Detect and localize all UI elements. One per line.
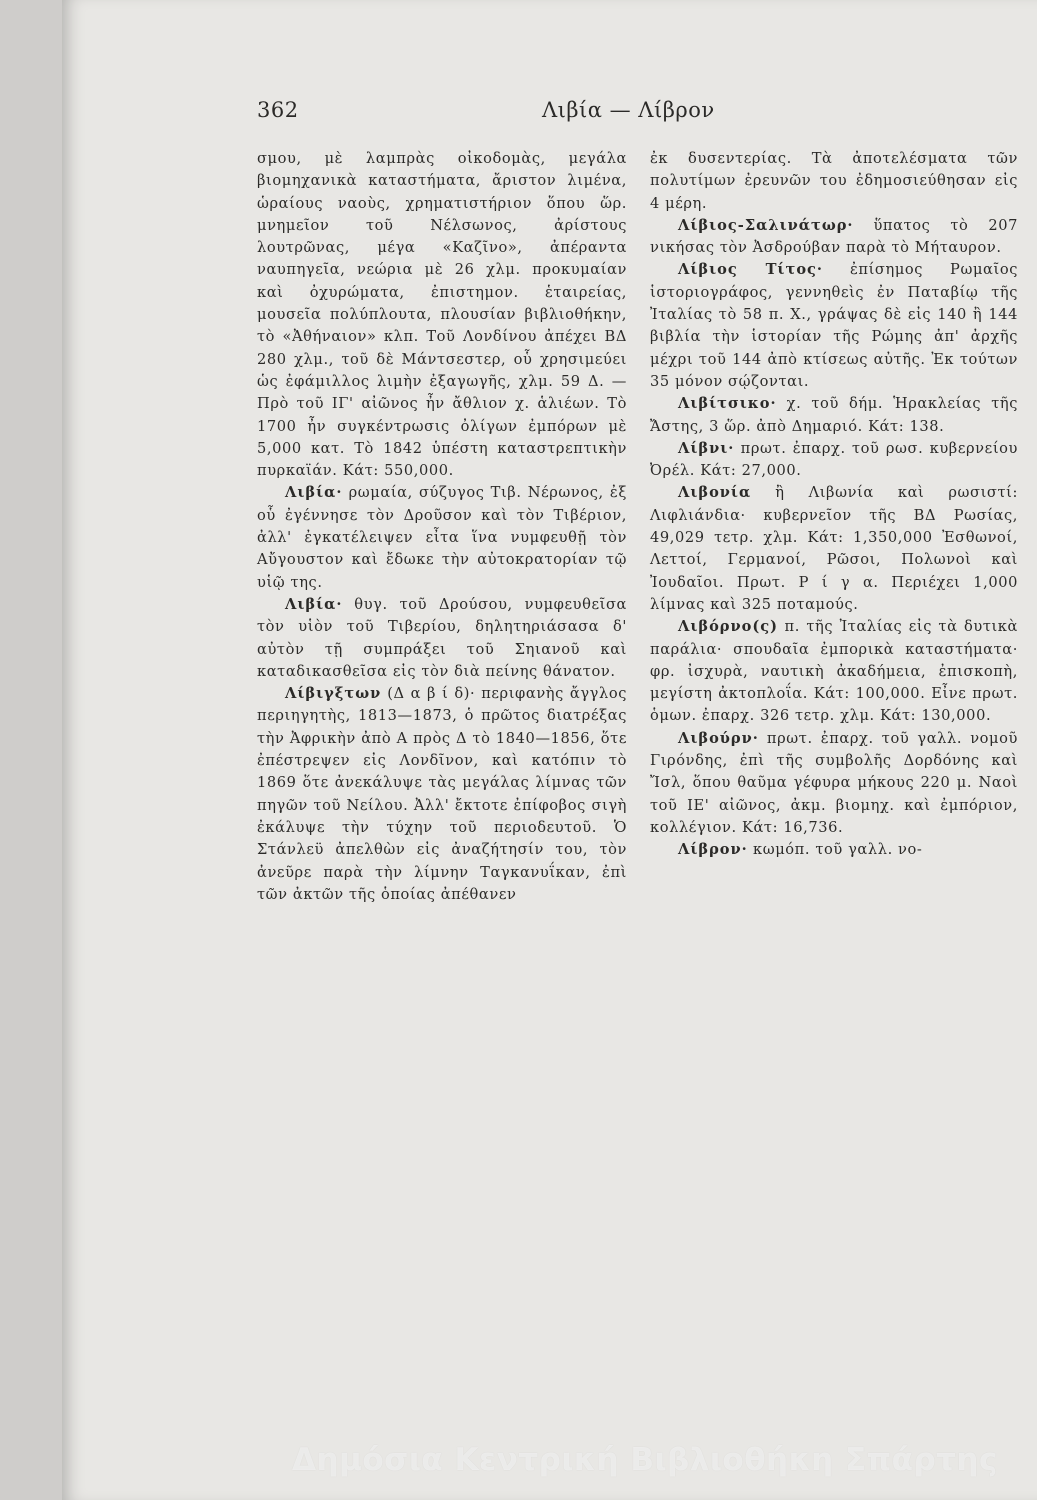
entry-text (650, 148, 1018, 215)
entry-text (650, 839, 1018, 861)
entry-headword: Λιβία· (285, 595, 343, 613)
left-column (257, 148, 627, 906)
entry-text (650, 616, 1018, 727)
entry-text (650, 393, 1018, 438)
entry-text (650, 482, 1018, 616)
entry-body: ρωμαία, σύζυγος Τιβ. Νέρωνος, ἐξ οὗ ἐγέννησε τὸν Δροῦσον καὶ τὸν Τιβέριον, ἀλλ' ἐγκατέλειψεν εἶτα ἵνα νυμφευθῇ τὸν Αὔγουστον καὶ ἔδωκε τὴν αὐτοκρατορίαν τῷ υἱῷ της. (257, 484, 627, 591)
entry-headword: Λίβρον· (678, 841, 748, 859)
page-number: 362 (257, 98, 299, 122)
library-watermark: Δημόσια Κεντρική Βιβλιοθήκη Σπάρτης (292, 1442, 998, 1478)
entry-body: ἢ Λιβωνία καὶ ρωσιστί: Λιφλιάνδια· κυβερνεῖον τῆς ΒΔ Ρωσίας, 49,029 τετρ. χλμ. Κάτ: 1,350,000 Ἐσθωνοί, Λεττοί, Γερμανοί, Ρῶσοι, Πολωνοὶ καὶ Ἰουδαῖοι. Πρωτ. Ρ ί γ α. Περιέχει 1,000 λίμνας καὶ 325 ποταμούς. (650, 484, 1018, 613)
running-head: Λιβία — Λίβρον (542, 98, 715, 122)
entry-headword: Λίβιγξτων (285, 685, 382, 703)
entry-body: π. τῆς Ἰταλίας εἰς τὰ δυτικὰ παράλια· σπουδαῖα ἐμπορικὰ καταστήματα· φρ. ἰσχυρὰ, ναυτικὴ ἀκαδήμεια, ἐπισκοπὴ, μεγίστη ἀκτοπλοΐα. Κάτ: 100,000. Εἶνε πρωτ. ὁμων. ἐπαρχ. 326 τετρ. χλμ. Κάτ: 130,000. (650, 618, 1018, 725)
entry-body: σμου, μὲ λαμπρὰς οἰκοδομὰς, μεγάλα βιομηχανικὰ καταστήματα, ἄριστον λιμένα, ὡραίους ναοὺς, χρηματιστήριον ὅπου ὥρ. μνημεῖον τοῦ Νέλσωνος, ἀρίστους λουτρῶνας, μέγα «Καζῖνο», ἀπέραντα ναυπηγεῖα, νεώρια μὲ 26 χλμ. προκυμαίαν καὶ ὀχυρώματα, ἐπιστημον. ἑταιρείας, μουσεῖα πολύπλουτα, πλουσίαν βιβλιοθήκην, τὸ «Ἀθήναιον» κλπ. Τοῦ Λονδίνου ἀπέχει ΒΔ 280 χλμ., τοῦ δὲ Μάντσεστερ, οὗ χρησιμεύει ὡς ἐφάμιλλος λιμὴν ἐξαγωγῆς, χλμ. 59 Δ. — Πρὸ τοῦ ΙΓ' αἰῶνος ἦν ἄθλιον χ. ἁλιέων. Τὸ 1700 ἦν συγκέντρωσις ὀλίγων ἐμπόρων μὲ 5,000 κατ. Τὸ 1842 ὑπέστη καταστρεπτικὴν πυρκαϊάν. Κάτ: 550,000. (257, 150, 627, 480)
entry-text (257, 683, 627, 906)
entry-text (257, 594, 627, 683)
entry-headword: Λίβιος Τίτος· (678, 261, 824, 279)
entry-body: θυγ. τοῦ Δρούσου, νυμφευθεῖσα τὸν υἱὸν τοῦ Τιβερίου, δηλητηριάσασα δ' αὐτὸν τῇ συμπράξει τοῦ Σηιανοῦ καὶ καταδικασθεῖσα εἰς τὸν διὰ πείνης θάνατον. (257, 595, 627, 680)
entry-body: πρωτ. ἐπαρχ. τοῦ γαλλ. νομοῦ Γιρόνδης, ἐπὶ τῆς συμβολῆς Δορδόνης καὶ Ἴσλ, ὅπου θαῦμα γέφυρα μήκους 220 μ. Ναοὶ τοῦ ΙΕ' αἰῶνος, ἀκμ. βιομηχ. καὶ ἐμπόριον, κολλέγιον. Κάτ: 16,736. (650, 729, 1018, 836)
entry-text (650, 728, 1018, 839)
entry-headword: Λιβούρν· (678, 729, 759, 747)
entry-body: (Δ α β ί δ)· περιφανὴς ἄγγλος περιηγητὴς, 1813—1873, ὁ πρῶτος διατρέξας τὴν Ἀφρικὴν ἀπὸ Α πρὸς Δ τὸ 1840—1856, ὅτε ἐπέστρεψεν εἰς Λονδῖνον, καὶ κατόπιν τὸ 1869 ὅτε ἀνεκάλυψε τὰς μεγάλας λίμνας τῶν πηγῶν τοῦ Νείλου. Ἀλλ' ἔκτοτε ἐπίφοβος σιγὴ ἐκάλυψε τὴν τύχην τοῦ περιοδευτοῦ. Ὁ Στάνλεϋ ἀπελθὼν εἰς ἀναζήτησίν του, τὸν ἀνεῦρε παρὰ τὴν λίμνην Ταγκανυΐκαν, ἐπὶ τῶν ἀκτῶν τῆς ὁποίας ἀπέθανεν (257, 685, 627, 903)
entry-headword: Λιβία· (285, 484, 343, 502)
entry-headword: Λιβίτσικο· (678, 395, 777, 413)
entry-body: κωμόπ. τοῦ γαλλ. νο- (747, 841, 923, 859)
entry-text (257, 482, 627, 593)
entry-headword: Λίβιος-Σαλινάτωρ· (678, 216, 854, 234)
entry-body: ἐπίσημος Ρωμαῖος ἱστοριογράφος, γεννηθεὶς ἐν Παταβίῳ τῆς Ἰταλίας τὸ 58 π. Χ., γράψας δὲ εἰς 140 ἢ 144 βιβλία τὴν ἱστορίαν τῆς Ρώμης ἀπ' ἀρχῆς μέχρι τοῦ 144 ἀπὸ κτίσεως αὐτῆς. Ἐκ τούτων 35 μόνον σῴζονται. (650, 261, 1018, 390)
book-page (62, 0, 1037, 1500)
entry-body: ἐκ δυσεντερίας. Τὰ ἀποτελέσματα τῶν πολυτίμων ἐρευνῶν του ἐδημοσιεύθησαν εἰς 4 μέρη. (650, 150, 1018, 212)
entry-headword: Λιβόρνο(ς) (678, 618, 779, 636)
entry-headword: Λιβονία (678, 484, 752, 502)
entry-body: πρωτ. ἐπαρχ. τοῦ ρωσ. κυβερνείου Ὀρέλ. Κάτ: 27,000. (650, 439, 1018, 480)
entry-text (650, 438, 1018, 483)
entry-text (257, 148, 627, 482)
page-header (257, 98, 877, 128)
entry-body: χ. τοῦ δήμ. Ἡρακλείας τῆς Ἄστης, 3 ὥρ. ἀπὸ Δημαριό. Κάτ: 138. (650, 395, 1018, 435)
entry-headword: Λίβνι· (678, 439, 735, 457)
right-column (650, 148, 1018, 862)
entry-text (650, 215, 1018, 260)
entry-text (650, 259, 1018, 393)
entry-body: ὕπατος τὸ 207 νικήσας τὸν Ἀσδρούβαν παρὰ τὸ Μήταυρον. (650, 216, 1018, 257)
